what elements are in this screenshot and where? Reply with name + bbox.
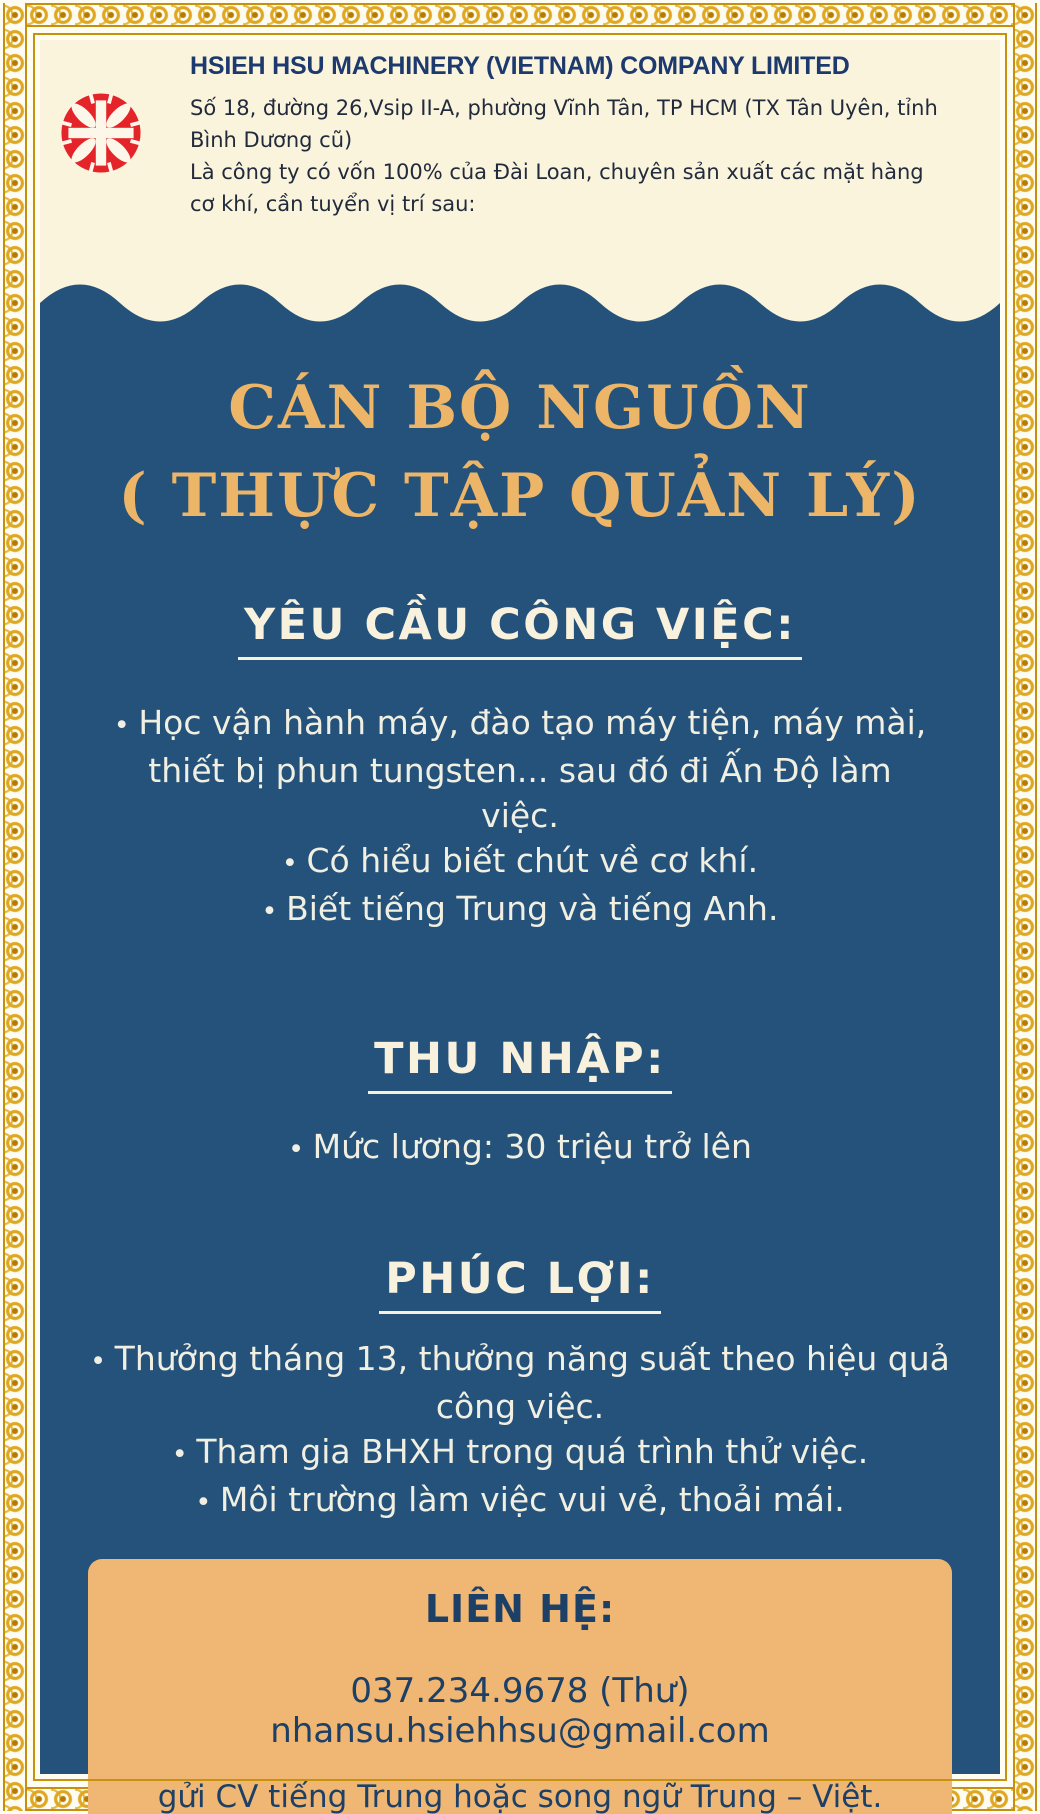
benefits-heading: PHÚC LỢI: xyxy=(379,1254,661,1314)
frame-ornament-top xyxy=(3,3,1037,27)
section-requirements-heading-row xyxy=(40,600,1000,660)
list-item: • Môi trường làm việc vui vẻ, thoải mái. xyxy=(65,1477,975,1525)
list-item: • Có hiểu biết chút về cơ khí. xyxy=(110,838,930,886)
benefits-list xyxy=(65,1336,975,1525)
contact-cv-note: gửi CV tiếng Trung hoặc song ngữ Trung – Việt. xyxy=(157,1779,883,1814)
requirements-list xyxy=(110,700,930,934)
income-list xyxy=(110,1124,930,1172)
job-title xyxy=(40,364,1000,540)
company-intro: Là công ty có vốn 100% của Đài Loan, chuyên sản xuất các mặt hàng cơ khí, cần tuyển vị trí sau: xyxy=(190,159,924,216)
contact-phone-email: 037.234.9678 (Thư) nhansu.hsiehhsu@gmail.com xyxy=(270,1671,770,1751)
company-info xyxy=(190,52,950,221)
list-item: • Thưởng tháng 13, thưởng năng suất theo hiệu quả công việc. xyxy=(65,1336,975,1429)
contact-heading: LIÊN HỆ: xyxy=(424,1587,616,1631)
company-address: Số 18, đường 26,Vsip II-A, phường Vĩnh Tân, TP HCM (TX Tân Uyên, tỉnh Bình Dương cũ) xyxy=(190,96,938,152)
list-item: • Tham gia BHXH trong quá trình thử việc. xyxy=(65,1429,975,1477)
company-name: HSIEH HSU MACHINERY (VIETNAM) COMPANY LIMITED xyxy=(190,52,850,80)
requirements-heading: YÊU CẦU CÔNG VIỆC: xyxy=(238,600,802,660)
list-item: • Học vận hành máy, đào tạo máy tiện, máy mài, thiết bị phun tungsten... sau đó đi Ấn Độ làm việc. xyxy=(110,700,930,838)
frame-ornament-left xyxy=(3,3,27,1811)
frame-ornament-right xyxy=(1013,3,1037,1811)
job-title-line1: CÁN BỘ NGUỒN xyxy=(228,373,812,443)
list-item: • Mức lương: 30 triệu trở lên xyxy=(110,1124,930,1172)
company-header xyxy=(40,40,1000,278)
company-logo-icon xyxy=(58,86,144,180)
list-item: • Biết tiếng Trung và tiếng Anh. xyxy=(110,886,930,934)
job-title-line2: ( THỰC TẬP QUẢN LÝ) xyxy=(118,461,922,531)
wave-divider xyxy=(40,278,1000,328)
section-income-heading-row xyxy=(40,1034,1000,1094)
income-heading: THU NHẬP: xyxy=(368,1034,672,1094)
section-benefits-heading-row xyxy=(40,1254,1000,1314)
contact-box xyxy=(88,1559,952,1814)
poster-content xyxy=(40,40,1000,1814)
